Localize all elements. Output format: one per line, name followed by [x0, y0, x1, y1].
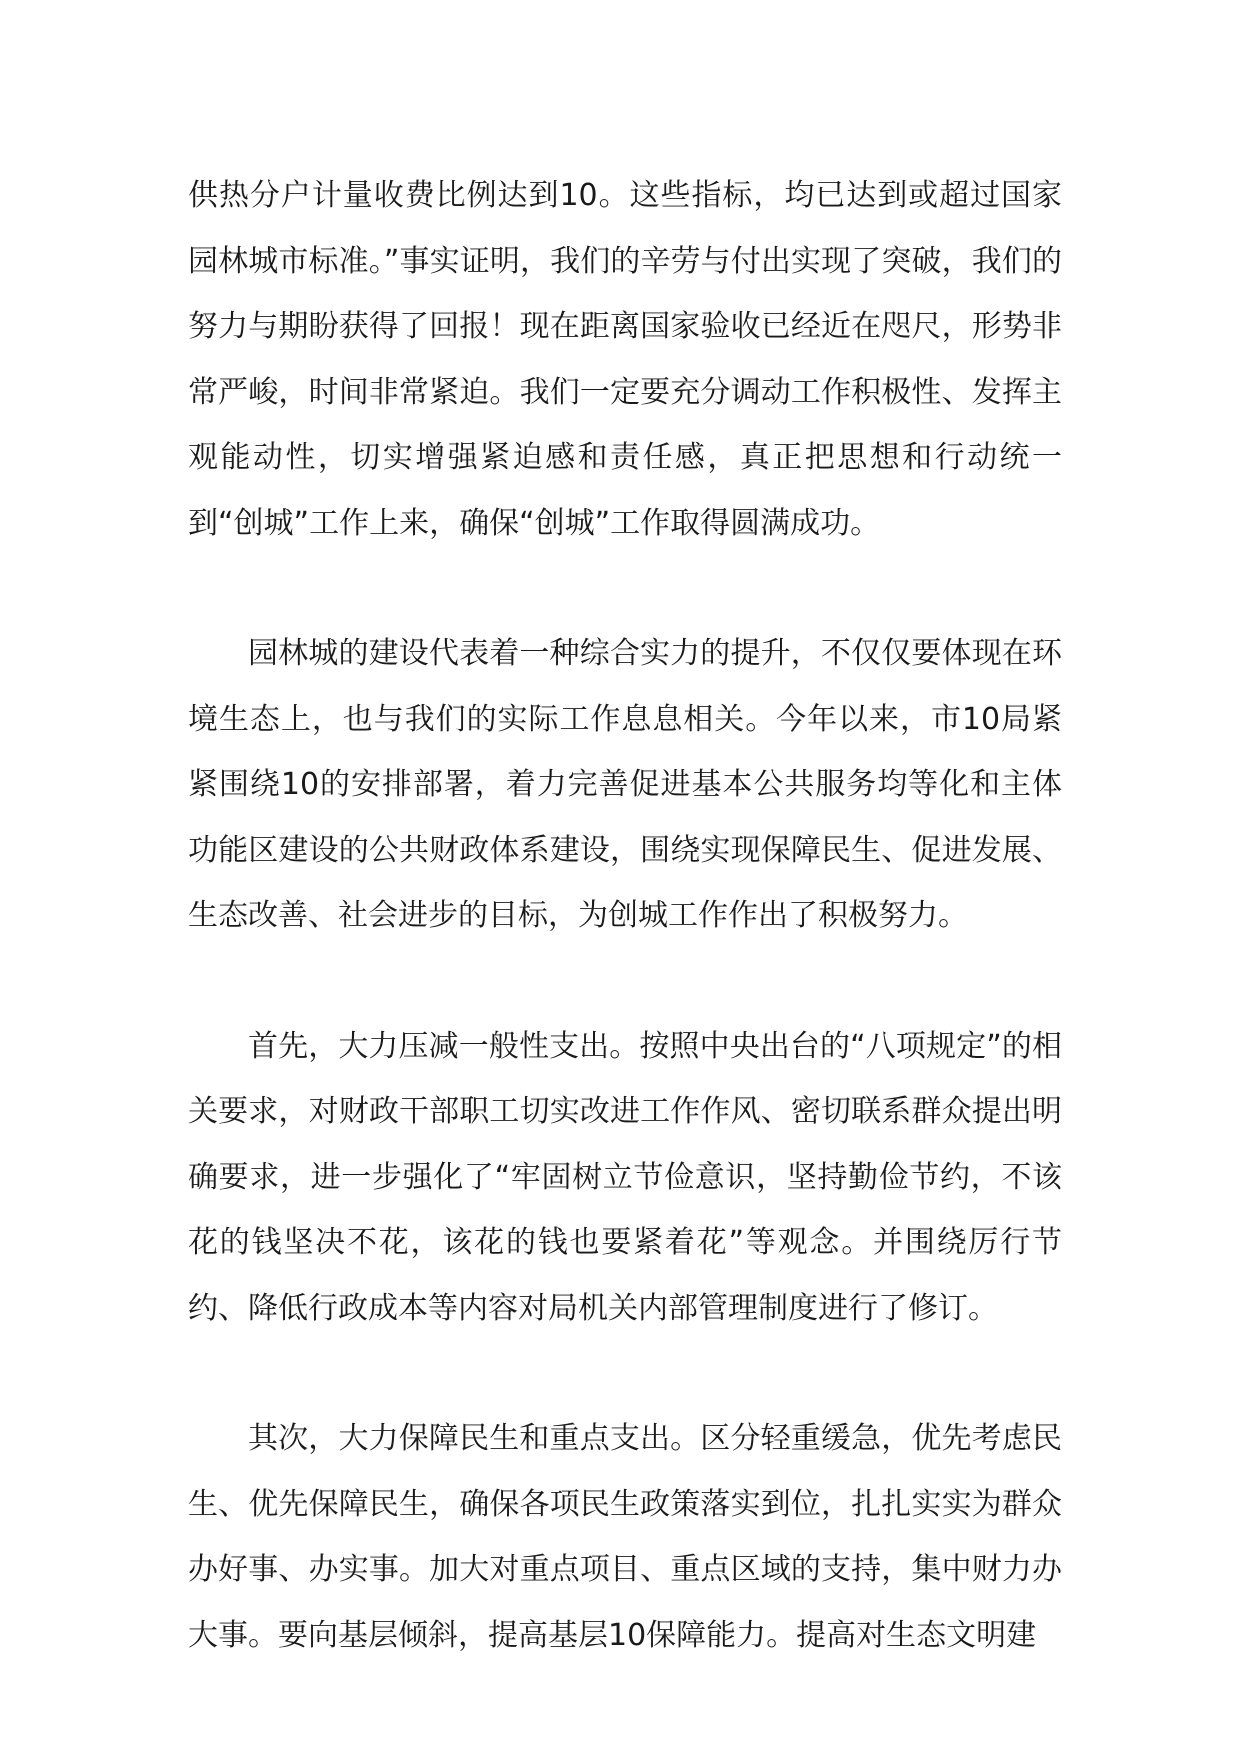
paragraph-1: 供热分户计量收费比例达到10。这些指标，均已达到或超过国家园林城市标准。”事实证明，我们的辛劳与付出实现了突破，我们的努力与期盼获得了回报！现在距离国家验收已经近在咫尺，形势非常严峻，时间非常紧迫。我们一定要充分调动工作积极性、发挥主观能动性，切实增强紧迫感和责任感，真正把思想和行动统一到“创城”工作上来，确保“创城”工作取得圆满成功。	[188, 178, 1062, 541]
paragraph-4: 其次，大力保障民生和重点支出。区分轻重缓急，优先考虑民生、优先保障民生，确保各项民生政策落实到位，扎扎实实为群众办好事、办实事。加大对重点项目、重点区域的支持，集中财力办大事。要向基层倾斜，提高基层10保障能力。提高对生态文明建	[188, 1421, 1062, 1653]
paragraph-2: 园林城的建设代表着一种综合实力的提升，不仅仅要体现在环境生态上，也与我们的实际工作息息相关。今年以来，市10局紧紧围绕10的安排部署，着力完善促进基本公共服务均等化和主体功能区建设的公共财政体系建设，围绕实现保障民生、促进发展、生态改善、社会进步的目标，为创城工作作出了积极努力。	[188, 636, 1062, 933]
document-body	[188, 163, 1062, 1668]
paragraph-3: 首先，大力压减一般性支出。按照中央出台的“八项规定”的相关要求，对财政干部职工切实改进工作作风、密切联系群众提出明确要求，进一步强化了“牢固树立节俭意识，坚持勤俭节约，不该花的钱坚决不花，该花的钱也要紧着花”等观念。并围绕厉行节约、降低行政成本等内容对局机关内部管理制度进行了修订。	[188, 1028, 1062, 1326]
